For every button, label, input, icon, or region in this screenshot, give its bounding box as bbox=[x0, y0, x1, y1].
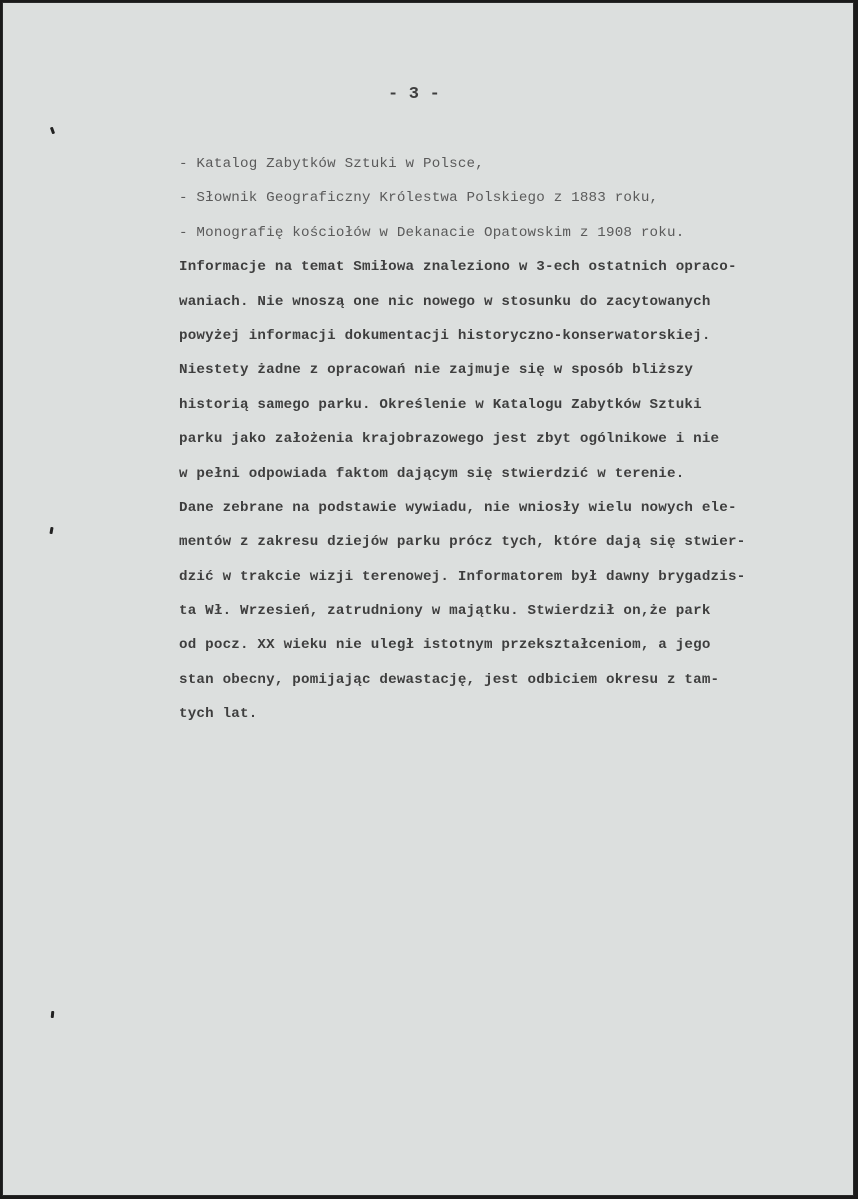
text-line: waniach. Nie wnoszą one nic nowego w stosunku do zacytowanych bbox=[179, 293, 711, 310]
text-line: dzić w trakcie wizji terenowej. Informatorem był dawny brygadzis- bbox=[179, 568, 746, 585]
text-line: Informacje na temat Smiłowa znaleziono w 3-ech ostatnich opraco- bbox=[179, 259, 737, 276]
text-line: parku jako założenia krajobrazowego jest zbyt ogólnikowe i nie bbox=[179, 431, 720, 448]
text-line: Dane zebrane na podstawie wywiadu, nie wniosły wielu nowych ele- bbox=[179, 499, 737, 516]
punch-mark-top bbox=[50, 127, 55, 135]
text-line: tych lat. bbox=[179, 706, 258, 723]
text-line: Niestety żadne z opracowań nie zajmuje się w sposób bliższy bbox=[179, 362, 694, 379]
text-line: - Słownik Geograficzny Królestwa Polskiego z 1883 roku, bbox=[179, 190, 659, 207]
punch-mark-middle bbox=[49, 527, 53, 534]
body-text bbox=[179, 147, 851, 732]
text-line: mentów z zakresu dziejów parku prócz tych, które dają się stwier- bbox=[179, 534, 746, 551]
punch-mark-bottom bbox=[51, 1011, 55, 1018]
document-page bbox=[2, 2, 854, 1196]
text-line: - Katalog Zabytków Sztuki w Polsce, bbox=[179, 156, 484, 172]
page-number: - 3 - bbox=[387, 85, 440, 104]
text-line: stan obecny, pomijając dewastację, jest odbiciem okresu z tam- bbox=[179, 671, 720, 688]
text-line: historią samego parku. Określenie w Katalogu Zabytków Sztuki bbox=[179, 396, 702, 413]
text-line: - Monografię kościołów w Dekanacie Opatowskim z 1908 roku. bbox=[179, 224, 685, 241]
text-line: od pocz. XX wieku nie uległ istotnym przekształceniom, a jego bbox=[179, 637, 711, 654]
text-line: w pełni odpowiada faktom dającym się stwierdzić w terenie. bbox=[179, 465, 685, 482]
text-line: ta Wł. Wrzesień, zatrudniony w majątku. Stwierdził on,że park bbox=[179, 603, 711, 620]
text-line: powyżej informacji dokumentacji historyczno-konserwatorskiej. bbox=[179, 327, 711, 344]
